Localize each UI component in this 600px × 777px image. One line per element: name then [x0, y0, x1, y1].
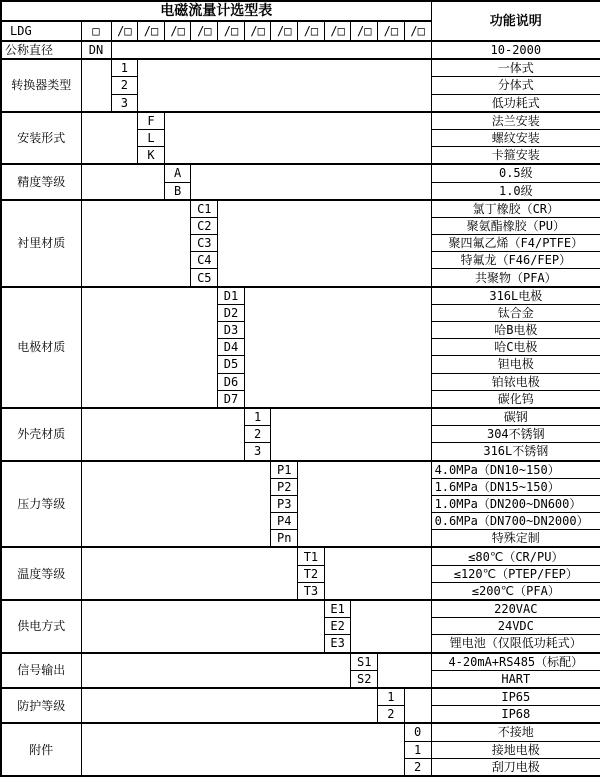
option-code-cell: Pn — [271, 530, 298, 548]
option-description-cell: 共聚物（PFA） — [431, 269, 600, 287]
model-segment-cell: /□ — [324, 21, 351, 41]
gap-cell-right — [351, 600, 431, 653]
gap-cell-right — [324, 547, 431, 600]
option-code-cell: E2 — [324, 618, 351, 635]
option-code-cell: 2 — [404, 758, 431, 776]
category-label: 衬里材质 — [1, 200, 81, 287]
option-description-cell: HART — [431, 670, 600, 688]
option-code-cell: D1 — [218, 287, 245, 305]
option-description-cell: 刮刀电极 — [431, 758, 600, 776]
model-segment-cell: /□ — [164, 21, 191, 41]
option-description-cell: 0.5级 — [431, 164, 600, 182]
option-description-cell: 碳钢 — [431, 408, 600, 426]
option-code-cell: T2 — [298, 565, 325, 582]
option-description-cell: 氯丁橡胶（CR） — [431, 200, 600, 218]
option-code-cell: 2 — [244, 426, 271, 443]
option-row — [1, 600, 600, 618]
option-row — [1, 164, 600, 182]
option-description-cell: 10-2000 — [431, 41, 600, 59]
option-code-cell: D4 — [218, 339, 245, 356]
table-title: 电磁流量计选型表 — [1, 1, 431, 21]
option-code-cell: D6 — [218, 373, 245, 390]
gap-cell-right — [218, 200, 431, 287]
model-segment-cell: /□ — [218, 21, 245, 41]
model-segment-cell: /□ — [191, 21, 218, 41]
option-code-cell: C4 — [191, 252, 218, 269]
option-description-cell: 1.0MPa（DN200~DN600） — [431, 495, 600, 512]
option-code-cell: 1 — [404, 741, 431, 758]
option-code-cell: 1 — [244, 408, 271, 426]
option-description-cell: ≤120℃（PTEP/FEP） — [431, 565, 600, 582]
gap-cell-left — [81, 461, 271, 548]
gap-cell-left — [81, 600, 324, 653]
option-code-cell: F — [138, 112, 165, 130]
option-code-cell: D5 — [218, 356, 245, 373]
option-description-cell: 不接地 — [431, 723, 600, 741]
option-code-cell: C3 — [191, 235, 218, 252]
option-code-cell: S1 — [351, 653, 378, 671]
option-description-cell: IP68 — [431, 706, 600, 724]
model-base-box-cell: □ — [81, 21, 111, 41]
option-description-cell: 铂铱电极 — [431, 373, 600, 390]
gap-cell-left — [81, 688, 378, 723]
option-description-cell: 24VDC — [431, 618, 600, 635]
option-description-cell: 聚四氟乙烯（F4/PTFE） — [431, 235, 600, 252]
option-description-cell: 聚氨酯橡胶（PU） — [431, 217, 600, 234]
category-label: 安装形式 — [1, 112, 81, 165]
function-header: 功能说明 — [431, 1, 600, 41]
option-description-cell: 分体式 — [431, 77, 600, 94]
option-code-cell: D2 — [218, 304, 245, 321]
category-label: 精度等级 — [1, 164, 81, 199]
option-code-cell: P4 — [271, 513, 298, 530]
option-description-cell: 一体式 — [431, 59, 600, 77]
option-code-cell: C5 — [191, 269, 218, 287]
option-row — [1, 59, 600, 77]
option-row — [1, 408, 600, 426]
category-label: 附件 — [1, 723, 81, 776]
option-description-cell: ≤200℃（PFA） — [431, 582, 600, 600]
gap-cell-right — [404, 688, 431, 723]
option-row — [1, 653, 600, 671]
category-label: 电极材质 — [1, 287, 81, 408]
option-description-cell: 304不锈钢 — [431, 426, 600, 443]
gap-cell-left — [81, 723, 404, 776]
title-row — [1, 1, 600, 21]
option-description-cell: 螺纹安装 — [431, 129, 600, 146]
option-code-cell: 3 — [244, 443, 271, 461]
option-description-cell: 钽电极 — [431, 356, 600, 373]
option-code-cell: D3 — [218, 322, 245, 339]
model-segment-cell: /□ — [298, 21, 325, 41]
gap-cell-left — [81, 200, 191, 287]
option-code-cell: D7 — [218, 390, 245, 408]
model-segment-cell: /□ — [111, 21, 138, 41]
model-prefix: LDG — [1, 21, 81, 41]
option-description-cell: 1.6MPa（DN15~150） — [431, 478, 600, 495]
gap-cell-right — [378, 653, 432, 688]
option-code-cell: L — [138, 129, 165, 146]
option-code-cell: 1 — [111, 59, 138, 77]
option-row — [1, 112, 600, 130]
option-description-cell: 低功耗式 — [431, 94, 600, 112]
category-label: 供电方式 — [1, 600, 81, 653]
option-description-cell: 接地电极 — [431, 741, 600, 758]
model-segment-cell: /□ — [404, 21, 431, 41]
option-description-cell: 碳化钨 — [431, 390, 600, 408]
gap-cell-left — [81, 287, 218, 408]
option-description-cell: 卡箍安装 — [431, 147, 600, 165]
option-description-cell: 316L不锈钢 — [431, 443, 600, 461]
option-description-cell: ≤80℃（CR/PU） — [431, 547, 600, 565]
category-label: 温度等级 — [1, 547, 81, 600]
option-description-cell: 特殊定制 — [431, 530, 600, 548]
option-row — [1, 287, 600, 305]
option-code-cell: B — [164, 182, 191, 200]
model-segment-cell: /□ — [378, 21, 405, 41]
option-code-cell: 2 — [111, 77, 138, 94]
gap-cell — [111, 41, 431, 59]
gap-cell-left — [81, 59, 111, 112]
option-code-cell: 2 — [378, 706, 405, 724]
gap-cell-left — [81, 408, 244, 461]
option-description-cell: IP65 — [431, 688, 600, 706]
option-description-cell: 4.0MPa（DN10~150） — [431, 461, 600, 479]
gap-cell-right — [298, 461, 431, 548]
option-description-cell: 316L电极 — [431, 287, 600, 305]
option-row — [1, 723, 600, 741]
table-body — [1, 1, 600, 776]
option-description-cell: 4-20mA+RS485（标配） — [431, 653, 600, 671]
option-code-cell: P2 — [271, 478, 298, 495]
option-code-cell: P3 — [271, 495, 298, 512]
option-code-cell: 1 — [378, 688, 405, 706]
option-description-cell: 特氟龙（F46/FEP） — [431, 252, 600, 269]
option-description-cell: 锂电池（仅限低功耗式） — [431, 635, 600, 653]
category-label: 压力等级 — [1, 461, 81, 548]
option-code-cell: E1 — [324, 600, 351, 618]
option-code-cell: C2 — [191, 217, 218, 234]
option-code-cell: P1 — [271, 461, 298, 479]
category-label: 公称直径 — [1, 41, 81, 59]
option-code-cell: 3 — [111, 94, 138, 112]
option-description-cell: 哈B电极 — [431, 322, 600, 339]
option-description-cell: 法兰安装 — [431, 112, 600, 130]
category-label: 防护等级 — [1, 688, 81, 723]
gap-cell-right — [191, 164, 431, 199]
model-segment-cell: /□ — [138, 21, 165, 41]
option-description-cell: 1.0级 — [431, 182, 600, 200]
option-code-cell: T3 — [298, 582, 325, 600]
gap-cell-left — [81, 164, 164, 199]
category-label: 外壳材质 — [1, 408, 81, 461]
option-code-cell: T1 — [298, 547, 325, 565]
gap-cell-left — [81, 547, 298, 600]
gap-cell-right — [271, 408, 431, 461]
category-label: 信号输出 — [1, 653, 81, 688]
gap-cell-right — [244, 287, 431, 408]
option-description-cell: 220VAC — [431, 600, 600, 618]
option-description-cell: 哈C电极 — [431, 339, 600, 356]
option-code-cell: E3 — [324, 635, 351, 653]
option-code-cell: C1 — [191, 200, 218, 218]
option-code-cell: K — [138, 147, 165, 165]
model-segment-cell: /□ — [271, 21, 298, 41]
option-description-cell: 钛合金 — [431, 304, 600, 321]
option-row — [1, 688, 600, 706]
option-code-cell: S2 — [351, 670, 378, 688]
option-row — [1, 547, 600, 565]
model-segment-cell: /□ — [351, 21, 378, 41]
option-code-cell: 0 — [404, 723, 431, 741]
option-row — [1, 200, 600, 218]
option-code-cell: A — [164, 164, 191, 182]
option-description-cell: 0.6MPa（DN700~DN2000） — [431, 513, 600, 530]
diameter-row — [1, 41, 600, 59]
category-label: 转换器类型 — [1, 59, 81, 112]
gap-cell-left — [81, 112, 138, 165]
model-segment-cell: /□ — [244, 21, 271, 41]
option-row — [1, 461, 600, 479]
option-code-cell: DN — [81, 41, 111, 59]
gap-cell-right — [138, 59, 431, 112]
gap-cell-left — [81, 653, 351, 688]
gap-cell-right — [164, 112, 431, 165]
